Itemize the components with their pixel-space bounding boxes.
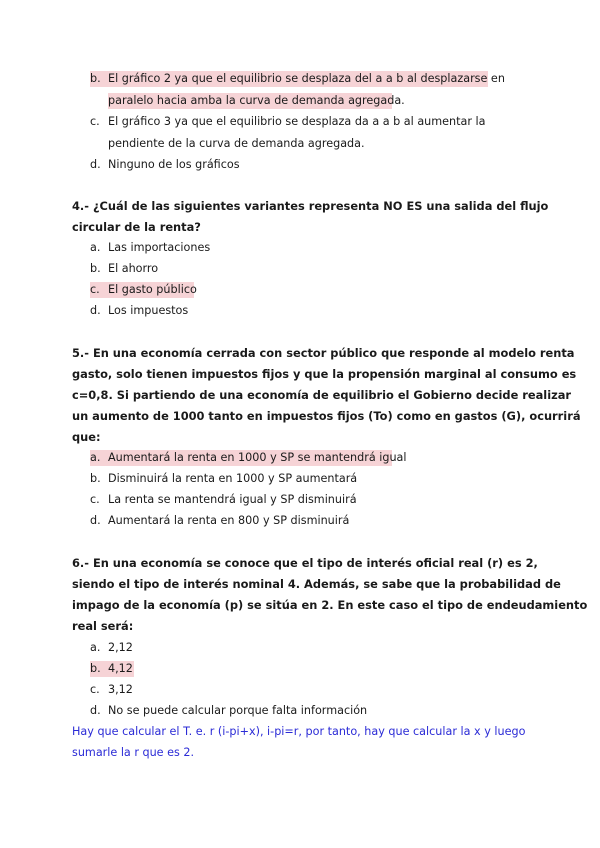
answer-note-cont: sumarle la r que es 2.: [72, 746, 195, 759]
option-text: No se puede calcular porque falta información: [108, 704, 368, 717]
option-text: El gasto público: [108, 283, 197, 296]
option-letter: c.: [90, 683, 100, 696]
option-letter: c.: [90, 283, 100, 296]
option-letter: a.: [90, 451, 101, 464]
q4-title-cont: circular de la renta?: [72, 220, 201, 234]
option-text: 2,12: [108, 641, 133, 654]
option-text: Disminuirá la renta en 1000 y SP aumentará: [108, 472, 358, 485]
option-letter: b.: [90, 262, 101, 275]
q4-title: 4.- ¿Cuál de las siguientes variantes representa NO ES una salida del flujo: [72, 199, 549, 213]
q6-option-b: [90, 661, 134, 677]
option-text: 3,12: [108, 683, 133, 696]
option-letter: c.: [90, 115, 100, 128]
q6-option-d: [90, 703, 367, 719]
q4-option-d: [90, 303, 188, 319]
q5-option-d: [90, 513, 349, 529]
option-text: Las importaciones: [108, 241, 211, 254]
option-letter: b.: [90, 472, 101, 485]
option-letter: d.: [90, 158, 101, 171]
option-text: 4,12: [108, 662, 133, 675]
option-text: El ahorro: [108, 262, 159, 275]
option-letter: a.: [90, 241, 101, 254]
q5-title: 5.- En una economía cerrada con sector público que responde al modelo renta: [72, 346, 575, 360]
option-text: La renta se mantendrá igual y SP disminuirá: [108, 493, 357, 506]
option-letter: c.: [90, 493, 100, 506]
q5-title-cont1: gasto, solo tienen impuestos fijos y que la propensión marginal al consumo es: [72, 367, 577, 381]
q5-title-cont4: que:: [72, 430, 101, 444]
q5-title-cont2: c=0,8. Si partiendo de una economía de equilibrio el Gobierno decide realizar: [72, 388, 572, 402]
option-text: Los impuestos: [108, 304, 189, 317]
option-text: Ninguno de los gráficos: [108, 158, 240, 171]
q3-option-d: [90, 157, 240, 173]
q6-title-cont1: siendo el tipo de interés nominal 4. Además, se sabe que la probabilidad de: [72, 577, 561, 591]
q3-option-b-cont: paralelo hacia amba la curva de demanda agregada.: [108, 94, 405, 107]
q5-option-c: [90, 492, 357, 508]
q5-option-b: [90, 471, 357, 487]
q4-option-c: [90, 282, 197, 298]
option-text: Aumentará la renta en 800 y SP disminuirá: [108, 514, 350, 527]
q4-option-a: [90, 240, 210, 256]
option-letter: d.: [90, 304, 101, 317]
option-text: Aumentará la renta en 1000 y SP se mantendrá igual: [108, 451, 407, 464]
option-text: El gráfico 2 ya que el equilibrio se desplaza del a a b al desplazarse en: [108, 72, 505, 85]
q6-title: 6.- En una economía se conoce que el tipo de interés oficial real (r) es 2,: [72, 556, 538, 570]
q4-option-b: [90, 261, 158, 277]
option-letter: b.: [90, 662, 101, 675]
option-letter: d.: [90, 704, 101, 717]
q3-option-c-cont: pendiente de la curva de demanda agregada.: [108, 137, 365, 150]
q5-option-a: [90, 450, 407, 466]
option-letter: a.: [90, 641, 101, 654]
option-text: El gráfico 3 ya que el equilibrio se desplaza da a a b al aumentar la: [108, 115, 486, 128]
q6-title-cont2: impago de la economía (p) se sitúa en 2. En este caso el tipo de endeudamiento: [72, 598, 588, 612]
q3-option-b: [90, 71, 505, 87]
option-letter: d.: [90, 514, 101, 527]
q6-option-c: [90, 682, 133, 698]
answer-note: Hay que calcular el T. e. r (i-pi+x), i-pi=r, por tanto, hay que calcular la x y luego: [72, 725, 526, 738]
option-letter: b.: [90, 72, 101, 85]
q6-title-cont3: real será:: [72, 619, 134, 633]
q6-option-a: [90, 640, 133, 656]
q5-title-cont3: un aumento de 1000 tanto en impuestos fijos (To) como en gastos (G), ocurrirá: [72, 409, 581, 423]
q3-option-c: [90, 114, 486, 130]
